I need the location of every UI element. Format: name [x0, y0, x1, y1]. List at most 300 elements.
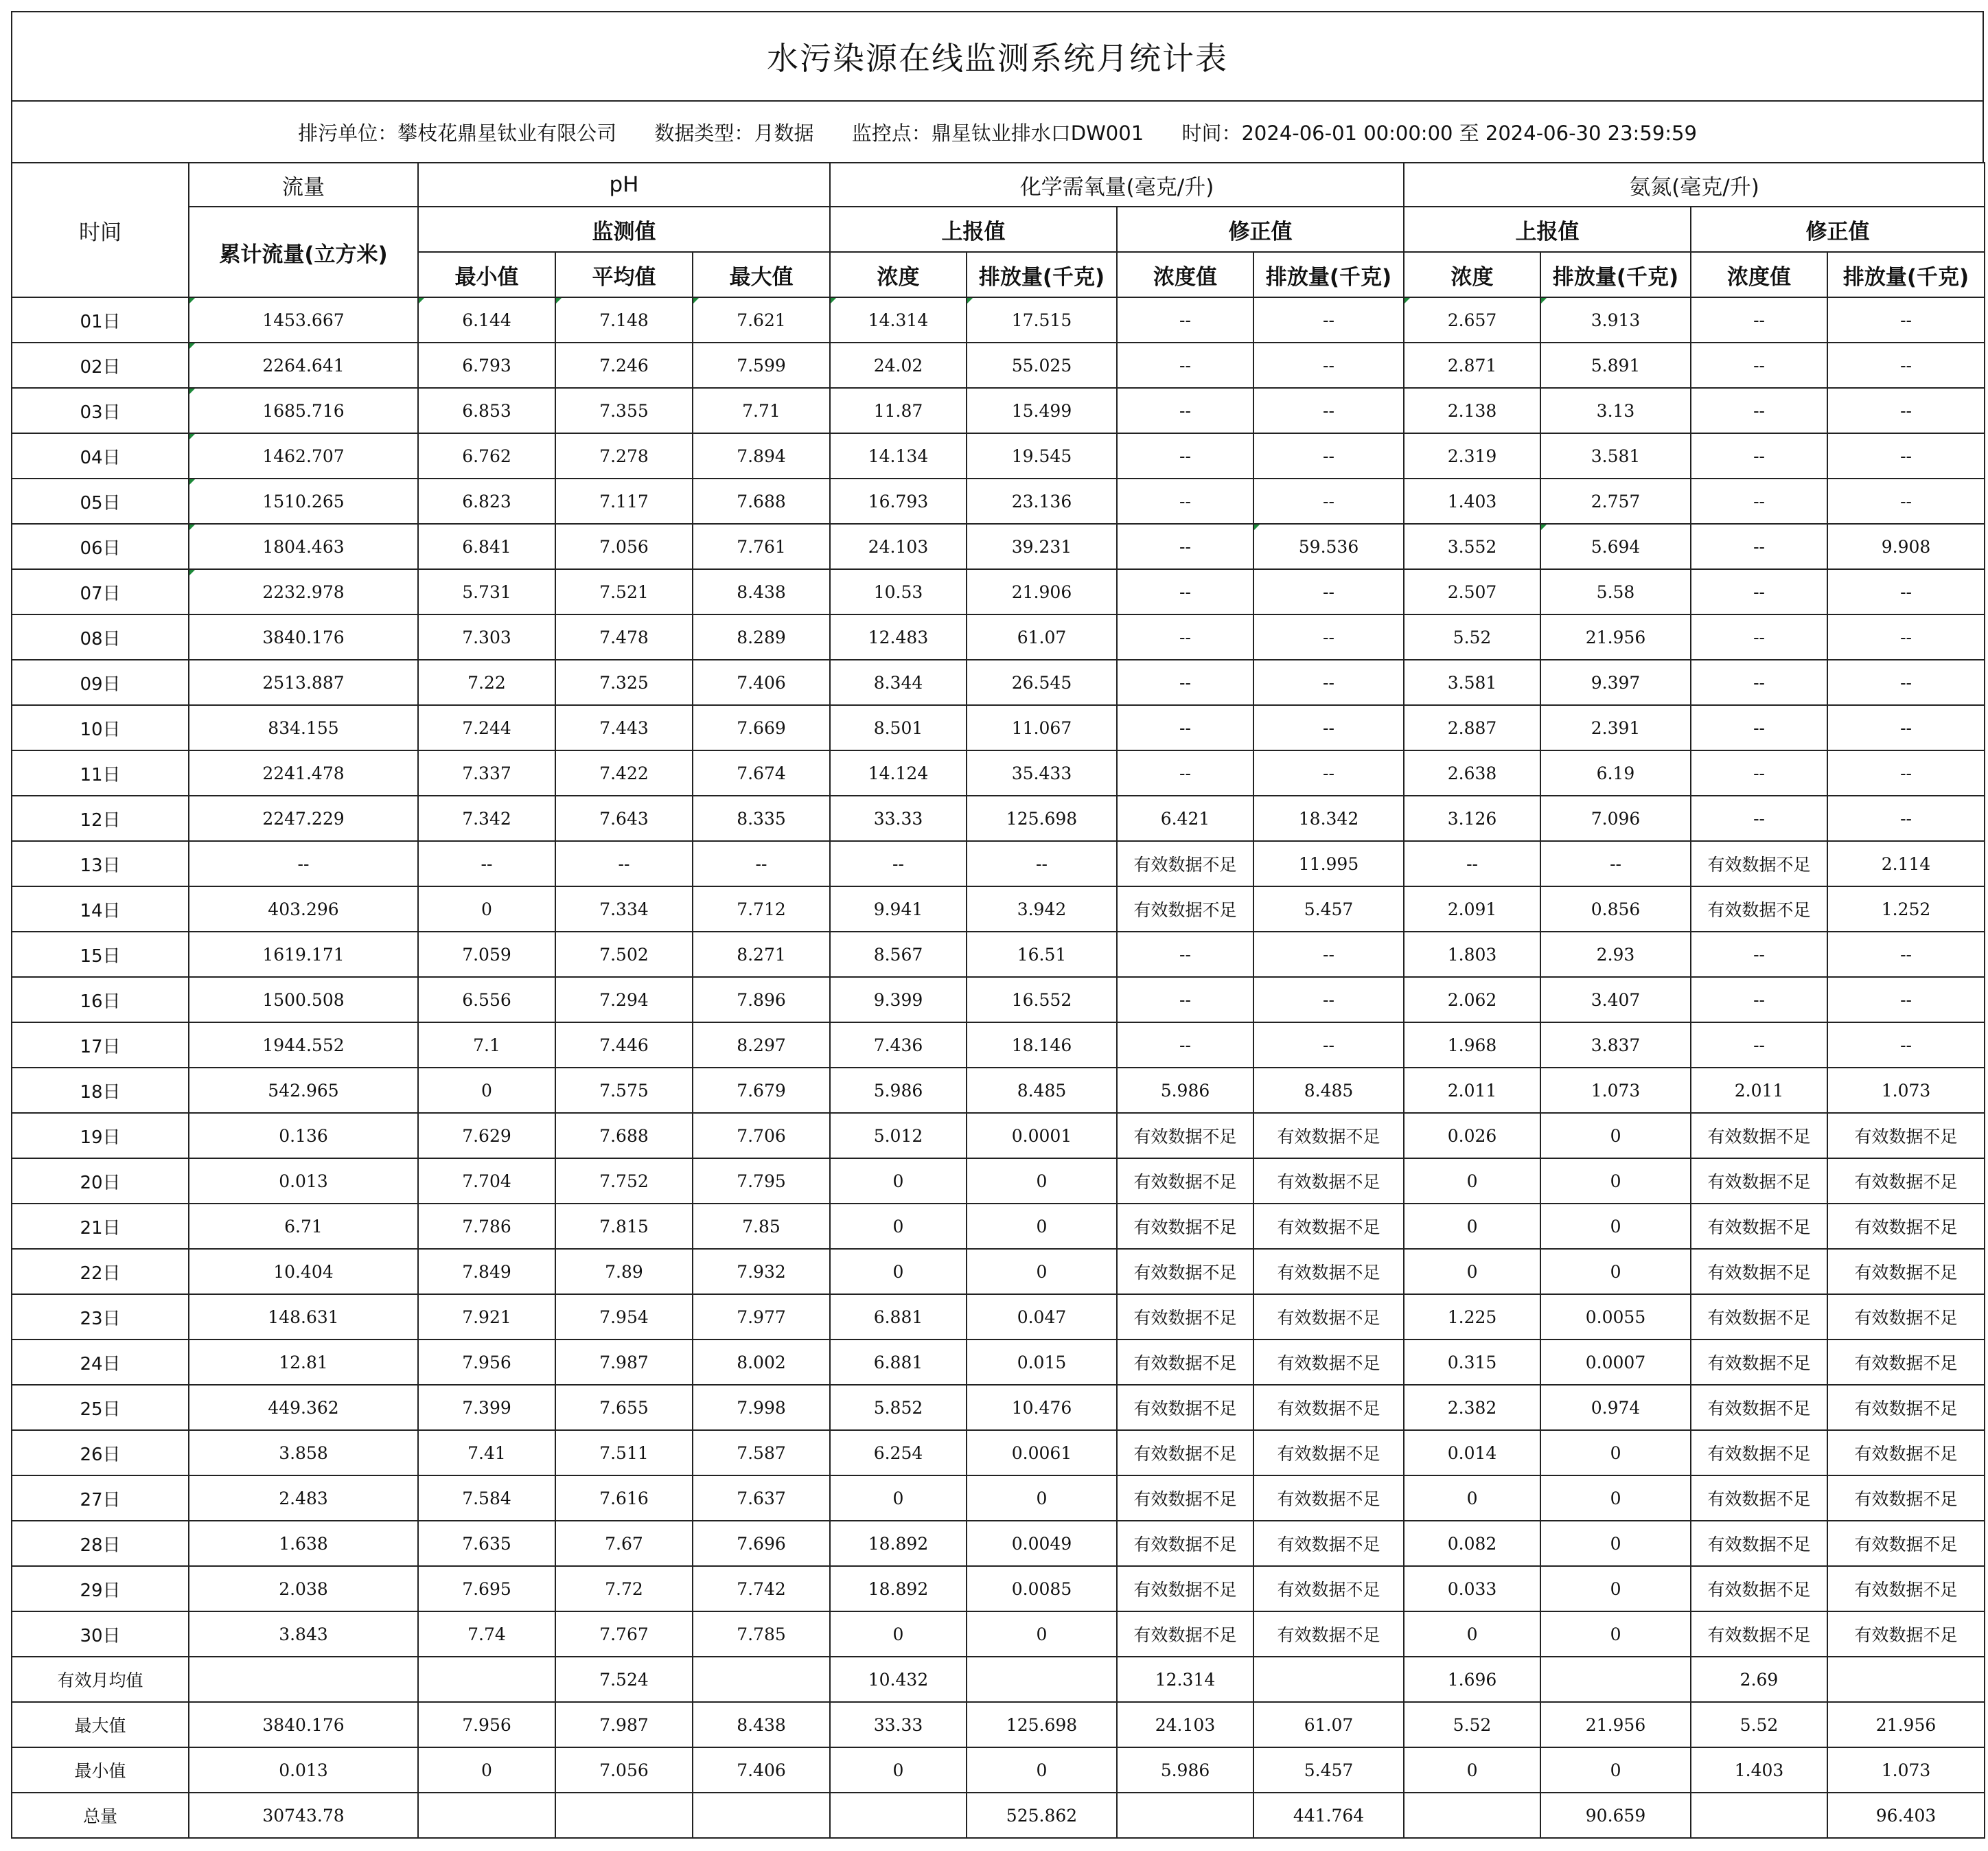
cell-nh-fixed-emission: --	[1827, 569, 1985, 614]
cell-nh-emission: 2.93	[1540, 932, 1691, 977]
cell-day: 19日	[12, 1113, 189, 1158]
cell-cod-emission: 15.499	[967, 388, 1117, 433]
table-row	[12, 1294, 1985, 1340]
cell-nh-conc: 0	[1404, 1204, 1540, 1249]
cell-flow: --	[189, 841, 418, 886]
cell-cod-emission: 525.862	[967, 1793, 1117, 1838]
cell-cod-fixed-emission: --	[1253, 297, 1404, 343]
cell-ph-min: 7.41	[418, 1430, 555, 1475]
cell-nh-fixed-emission: 有效数据不足	[1827, 1249, 1985, 1294]
cell-ph-max: 7.712	[693, 886, 830, 932]
cell-cod-emission: 39.231	[967, 524, 1117, 569]
cell-nh-conc: 3.552	[1404, 524, 1540, 569]
cell-day: 28日	[12, 1521, 189, 1566]
cell-day: 18日	[12, 1068, 189, 1113]
cell-ph-max: 7.932	[693, 1249, 830, 1294]
cell-nh-fixed-conc: --	[1691, 750, 1827, 796]
cell-nh-emission: 3.581	[1540, 433, 1691, 479]
cell-nh-conc: 0	[1404, 1158, 1540, 1204]
cell-cod-conc: 12.483	[830, 614, 967, 660]
cell-nh-conc: 1.968	[1404, 1022, 1540, 1068]
cell-nh-fixed-conc: --	[1691, 977, 1827, 1022]
cell-cod-conc: 11.87	[830, 388, 967, 433]
cell-cod-fixed-emission: --	[1253, 433, 1404, 479]
cell-ph-max: 7.71	[693, 388, 830, 433]
cell-cod-fixed-emission: 11.995	[1253, 841, 1404, 886]
cell-cod-conc: 0	[830, 1204, 967, 1249]
col-header-nh-emission: 排放量(千克)	[1540, 252, 1691, 297]
cell-ph-avg: 7.575	[555, 1068, 693, 1113]
cell-ph-avg: 7.294	[555, 977, 693, 1022]
col-header-nh: 氨氮(毫克/升)	[1404, 163, 1985, 207]
cell-flow: 1685.716	[189, 388, 418, 433]
cell-nh-fixed-conc: 5.52	[1691, 1702, 1827, 1747]
cell-nh-conc: 2.638	[1404, 750, 1540, 796]
cell-ph-max: 8.335	[693, 796, 830, 841]
cell-cod-fixed-conc: 5.986	[1117, 1068, 1253, 1113]
cell-nh-fixed-emission: 有效数据不足	[1827, 1385, 1985, 1430]
cell-cod-fixed-emission: --	[1253, 705, 1404, 750]
cell-day: 25日	[12, 1385, 189, 1430]
cell-cod-conc: 16.793	[830, 479, 967, 524]
cell-cod-fixed-conc: --	[1117, 388, 1253, 433]
cell-nh-emission: 3.837	[1540, 1022, 1691, 1068]
cell-cod-fixed-conc: 有效数据不足	[1117, 1521, 1253, 1566]
cell-ph-min: 0	[418, 1747, 555, 1793]
cell-cod-fixed-emission: 18.342	[1253, 796, 1404, 841]
cell-ph-max	[693, 1657, 830, 1702]
cell-day: 17日	[12, 1022, 189, 1068]
cell-cod-emission: 0.0061	[967, 1430, 1117, 1475]
cell-cod-conc: 33.33	[830, 1702, 967, 1747]
cell-nh-fixed-conc: --	[1691, 1022, 1827, 1068]
col-header-flow-total: 累计流量(立方米)	[189, 207, 418, 297]
cell-ph-min: 7.704	[418, 1158, 555, 1204]
cell-nh-conc: 0.014	[1404, 1430, 1540, 1475]
cell-nh-emission: 1.073	[1540, 1068, 1691, 1113]
cell-ph-avg: 7.334	[555, 886, 693, 932]
cell-nh-conc: 5.52	[1404, 1702, 1540, 1747]
cell-ph-avg: 7.502	[555, 932, 693, 977]
cell-ph-min: 7.956	[418, 1340, 555, 1385]
cell-flow: 148.631	[189, 1294, 418, 1340]
cell-nh-fixed-emission	[1827, 1657, 1985, 1702]
cell-nh-fixed-emission: 有效数据不足	[1827, 1294, 1985, 1340]
cell-ph-min: 7.584	[418, 1475, 555, 1521]
cell-day: 16日	[12, 977, 189, 1022]
cell-nh-fixed-emission: --	[1827, 614, 1985, 660]
cell-nh-emission: 21.956	[1540, 1702, 1691, 1747]
cell-ph-avg: 7.752	[555, 1158, 693, 1204]
table-row	[12, 1521, 1985, 1566]
cell-day: 21日	[12, 1204, 189, 1249]
cell-cod-fixed-conc: --	[1117, 977, 1253, 1022]
cell-cod-fixed-emission: 5.457	[1253, 886, 1404, 932]
table-row	[12, 705, 1985, 750]
cell-nh-conc: 3.126	[1404, 796, 1540, 841]
cell-cod-fixed-conc: --	[1117, 614, 1253, 660]
cell-flow: 2232.978	[189, 569, 418, 614]
cell-nh-fixed-emission: 有效数据不足	[1827, 1521, 1985, 1566]
cell-cod-conc: 18.892	[830, 1566, 967, 1611]
table-row	[12, 886, 1985, 932]
cell-nh-conc: --	[1404, 841, 1540, 886]
table-row	[12, 1249, 1985, 1294]
cell-cod-conc: 10.432	[830, 1657, 967, 1702]
cell-ph-max: 7.998	[693, 1385, 830, 1430]
cell-cod-conc: 9.941	[830, 886, 967, 932]
cell-nh-conc: 2.011	[1404, 1068, 1540, 1113]
summary-row	[12, 1793, 1985, 1838]
cell-cod-emission	[967, 1657, 1117, 1702]
cell-day: 30日	[12, 1611, 189, 1657]
table-row	[12, 841, 1985, 886]
col-header-cod-fixed-conc: 浓度值	[1117, 252, 1253, 297]
cell-flow: 0.136	[189, 1113, 418, 1158]
col-header-ph-min: 最小值	[418, 252, 555, 297]
cell-flow: 834.155	[189, 705, 418, 750]
cell-ph-avg: 7.688	[555, 1113, 693, 1158]
cell-cod-fixed-emission: 有效数据不足	[1253, 1113, 1404, 1158]
cell-cod-fixed-emission: --	[1253, 1022, 1404, 1068]
cell-cod-fixed-conc: 有效数据不足	[1117, 1611, 1253, 1657]
cell-cod-emission: 0	[967, 1204, 1117, 1249]
cell-day: 02日	[12, 343, 189, 388]
type-value: 月数据	[754, 121, 814, 145]
cell-nh-conc: 0	[1404, 1249, 1540, 1294]
cell-flow: 3840.176	[189, 614, 418, 660]
cell-cod-emission: 3.942	[967, 886, 1117, 932]
cell-flow: 0.013	[189, 1158, 418, 1204]
cell-cod-emission: 0	[967, 1747, 1117, 1793]
cell-nh-fixed-emission: 有效数据不足	[1827, 1611, 1985, 1657]
cell-cod-emission: 18.146	[967, 1022, 1117, 1068]
cell-ph-max: 7.795	[693, 1158, 830, 1204]
cell-cod-fixed-conc: --	[1117, 343, 1253, 388]
col-header-cod: 化学需氧量(毫克/升)	[830, 163, 1404, 207]
cell-flow: 2264.641	[189, 343, 418, 388]
cell-cod-fixed-conc: 5.986	[1117, 1747, 1253, 1793]
cell-cod-fixed-emission: 有效数据不足	[1253, 1340, 1404, 1385]
cell-cod-conc: 8.567	[830, 932, 967, 977]
cell-day: 24日	[12, 1340, 189, 1385]
type-label: 数据类型：	[654, 121, 754, 145]
cell-ph-min: 7.74	[418, 1611, 555, 1657]
cell-cod-fixed-conc: --	[1117, 705, 1253, 750]
cell-nh-fixed-conc: 2.011	[1691, 1068, 1827, 1113]
cell-nh-emission: 0	[1540, 1747, 1691, 1793]
cell-cod-fixed-emission: 61.07	[1253, 1702, 1404, 1747]
cell-day: 最大值	[12, 1702, 189, 1747]
table-row	[12, 343, 1985, 388]
cell-ph-avg: 7.767	[555, 1611, 693, 1657]
cell-ph-min: 7.629	[418, 1113, 555, 1158]
cell-ph-max: 7.894	[693, 433, 830, 479]
cell-ph-max: 7.587	[693, 1430, 830, 1475]
cell-cod-emission: 19.545	[967, 433, 1117, 479]
cell-ph-avg: 7.056	[555, 524, 693, 569]
cell-nh-emission: 9.397	[1540, 660, 1691, 705]
cell-day: 08日	[12, 614, 189, 660]
cell-ph-avg: 7.278	[555, 433, 693, 479]
cell-cod-fixed-conc: --	[1117, 932, 1253, 977]
cell-cod-fixed-conc: 有效数据不足	[1117, 1566, 1253, 1611]
cell-ph-max: 7.637	[693, 1475, 830, 1521]
cell-cod-emission: 17.515	[967, 297, 1117, 343]
cell-ph-max: --	[693, 841, 830, 886]
cell-cod-conc: 5.986	[830, 1068, 967, 1113]
cell-day: 有效月均值	[12, 1657, 189, 1702]
table-row	[12, 1430, 1985, 1475]
cell-day: 04日	[12, 433, 189, 479]
cell-nh-emission: 0	[1540, 1475, 1691, 1521]
cell-flow: 1619.171	[189, 932, 418, 977]
col-header-nh-fixed-emission: 排放量(千克)	[1827, 252, 1985, 297]
table-row	[12, 932, 1985, 977]
cell-flow: 1500.508	[189, 977, 418, 1022]
cell-cod-fixed-emission: 8.485	[1253, 1068, 1404, 1113]
cell-day: 01日	[12, 297, 189, 343]
cell-nh-fixed-conc: 有效数据不足	[1691, 1158, 1827, 1204]
cell-ph-avg: 7.815	[555, 1204, 693, 1249]
col-header-cod-corrected: 修正值	[1117, 207, 1404, 252]
cell-day: 06日	[12, 524, 189, 569]
cell-nh-fixed-conc: 有效数据不足	[1691, 1430, 1827, 1475]
cell-ph-max: 7.977	[693, 1294, 830, 1340]
cell-nh-fixed-conc: 有效数据不足	[1691, 1521, 1827, 1566]
cell-nh-emission: 90.659	[1540, 1793, 1691, 1838]
cell-cod-fixed-conc: --	[1117, 569, 1253, 614]
cell-nh-fixed-conc: 有效数据不足	[1691, 1611, 1827, 1657]
cell-cod-conc: 33.33	[830, 796, 967, 841]
col-header-cod-reported: 上报值	[830, 207, 1117, 252]
cell-nh-conc: 1.696	[1404, 1657, 1540, 1702]
cell-cod-fixed-emission	[1253, 1657, 1404, 1702]
cell-nh-emission: 0	[1540, 1249, 1691, 1294]
cell-ph-min: 6.762	[418, 433, 555, 479]
cell-nh-conc: 0.315	[1404, 1340, 1540, 1385]
cell-ph-max: 7.406	[693, 660, 830, 705]
cell-cod-emission: 16.552	[967, 977, 1117, 1022]
cell-ph-max: 7.669	[693, 705, 830, 750]
cell-nh-fixed-conc: --	[1691, 569, 1827, 614]
cell-cod-conc: 0	[830, 1158, 967, 1204]
cell-cod-fixed-conc: 有效数据不足	[1117, 1204, 1253, 1249]
cell-nh-emission: 3.13	[1540, 388, 1691, 433]
cell-ph-min: 7.921	[418, 1294, 555, 1340]
cell-flow: 2241.478	[189, 750, 418, 796]
cell-cod-conc	[830, 1793, 967, 1838]
monthly-stats-table	[11, 162, 1985, 1839]
cell-flow: 1510.265	[189, 479, 418, 524]
cell-nh-fixed-emission: --	[1827, 1022, 1985, 1068]
cell-nh-fixed-emission: --	[1827, 343, 1985, 388]
cell-cod-conc: --	[830, 841, 967, 886]
cell-flow: 10.404	[189, 1249, 418, 1294]
cell-nh-fixed-emission: --	[1827, 796, 1985, 841]
cell-nh-fixed-conc: 有效数据不足	[1691, 1385, 1827, 1430]
cell-cod-fixed-emission: --	[1253, 750, 1404, 796]
col-header-ph-avg: 平均值	[555, 252, 693, 297]
cell-flow: 1944.552	[189, 1022, 418, 1068]
cell-cod-emission: 35.433	[967, 750, 1117, 796]
report-sheet	[11, 11, 1984, 1839]
cell-nh-fixed-emission: 有效数据不足	[1827, 1113, 1985, 1158]
cell-cod-fixed-conc: 24.103	[1117, 1702, 1253, 1747]
cell-flow: 2.483	[189, 1475, 418, 1521]
cell-nh-emission: 0	[1540, 1158, 1691, 1204]
cell-nh-emission: 2.391	[1540, 705, 1691, 750]
cell-flow: 30743.78	[189, 1793, 418, 1838]
cell-ph-min: 7.849	[418, 1249, 555, 1294]
cell-ph-min: 6.823	[418, 479, 555, 524]
cell-day: 03日	[12, 388, 189, 433]
cell-cod-conc: 6.881	[830, 1340, 967, 1385]
cell-ph-min: --	[418, 841, 555, 886]
cell-nh-emission: 2.757	[1540, 479, 1691, 524]
cell-ph-min: 7.337	[418, 750, 555, 796]
cell-nh-conc: 0.033	[1404, 1566, 1540, 1611]
cell-cod-fixed-conc: --	[1117, 479, 1253, 524]
cell-nh-fixed-conc: 有效数据不足	[1691, 1113, 1827, 1158]
cell-ph-avg: 7.443	[555, 705, 693, 750]
cell-nh-conc: 2.887	[1404, 705, 1540, 750]
cell-flow	[189, 1657, 418, 1702]
col-header-nh-conc: 浓度	[1404, 252, 1540, 297]
cell-cod-fixed-emission: --	[1253, 569, 1404, 614]
cell-cod-fixed-conc: --	[1117, 660, 1253, 705]
cell-nh-fixed-conc: 1.403	[1691, 1747, 1827, 1793]
cell-day: 05日	[12, 479, 189, 524]
cell-day: 29日	[12, 1566, 189, 1611]
cell-cod-emission: 21.906	[967, 569, 1117, 614]
cell-ph-max: 8.438	[693, 1702, 830, 1747]
cell-ph-avg: 7.954	[555, 1294, 693, 1340]
cell-cod-fixed-conc: 有效数据不足	[1117, 886, 1253, 932]
cell-nh-conc: 0.082	[1404, 1521, 1540, 1566]
cell-ph-min: 6.841	[418, 524, 555, 569]
cell-cod-fixed-emission: --	[1253, 614, 1404, 660]
table-row	[12, 479, 1985, 524]
cell-day: 23日	[12, 1294, 189, 1340]
cell-nh-emission: 5.58	[1540, 569, 1691, 614]
cell-nh-fixed-conc	[1691, 1793, 1827, 1838]
cell-cod-conc: 10.53	[830, 569, 967, 614]
cell-nh-fixed-emission: 有效数据不足	[1827, 1475, 1985, 1521]
cell-nh-emission: 0.856	[1540, 886, 1691, 932]
cell-nh-fixed-conc: 有效数据不足	[1691, 1475, 1827, 1521]
cell-flow: 6.71	[189, 1204, 418, 1249]
cell-ph-avg: 7.446	[555, 1022, 693, 1068]
cell-nh-fixed-conc: --	[1691, 297, 1827, 343]
col-header-cod-emission: 排放量(千克)	[967, 252, 1117, 297]
table-row	[12, 977, 1985, 1022]
cell-nh-fixed-emission: 1.073	[1827, 1068, 1985, 1113]
cell-cod-conc: 0	[830, 1249, 967, 1294]
cell-cod-emission: 11.067	[967, 705, 1117, 750]
cell-nh-fixed-conc: --	[1691, 705, 1827, 750]
cell-nh-fixed-conc: --	[1691, 343, 1827, 388]
cell-cod-conc: 9.399	[830, 977, 967, 1022]
cell-nh-emission: 3.913	[1540, 297, 1691, 343]
cell-flow: 1453.667	[189, 297, 418, 343]
cell-ph-avg: --	[555, 841, 693, 886]
cell-cod-fixed-emission: 59.536	[1253, 524, 1404, 569]
table-row	[12, 433, 1985, 479]
cell-cod-fixed-conc	[1117, 1793, 1253, 1838]
cell-ph-max: 7.761	[693, 524, 830, 569]
cell-nh-conc: 1.225	[1404, 1294, 1540, 1340]
col-header-nh-corrected: 修正值	[1691, 207, 1985, 252]
cell-nh-conc	[1404, 1793, 1540, 1838]
cell-nh-conc: 2.138	[1404, 388, 1540, 433]
cell-cod-fixed-emission: 有效数据不足	[1253, 1566, 1404, 1611]
cell-nh-conc: 0	[1404, 1475, 1540, 1521]
point-value: 鼎星钛业排水口DW001	[931, 121, 1144, 145]
cell-cod-fixed-conc: 有效数据不足	[1117, 1158, 1253, 1204]
cell-nh-fixed-conc: --	[1691, 388, 1827, 433]
cell-cod-fixed-conc: --	[1117, 433, 1253, 479]
cell-cod-emission: --	[967, 841, 1117, 886]
cell-flow: 3840.176	[189, 1702, 418, 1747]
cell-ph-max: 7.896	[693, 977, 830, 1022]
cell-cod-fixed-conc: --	[1117, 524, 1253, 569]
cell-day: 12日	[12, 796, 189, 841]
cell-nh-fixed-conc: 有效数据不足	[1691, 1566, 1827, 1611]
cell-cod-emission: 0	[967, 1249, 1117, 1294]
cell-nh-fixed-emission: 有效数据不足	[1827, 1340, 1985, 1385]
cell-ph-avg: 7.325	[555, 660, 693, 705]
cell-nh-fixed-conc: 有效数据不足	[1691, 841, 1827, 886]
table-row	[12, 1611, 1985, 1657]
cell-ph-max: 8.438	[693, 569, 830, 614]
cell-cod-conc: 8.344	[830, 660, 967, 705]
unit-label: 排污单位：	[298, 121, 398, 145]
cell-nh-emission: 0.974	[1540, 1385, 1691, 1430]
table-row	[12, 1385, 1985, 1430]
cell-ph-max: 7.688	[693, 479, 830, 524]
cell-cod-conc: 8.501	[830, 705, 967, 750]
cell-ph-min: 7.956	[418, 1702, 555, 1747]
cell-ph-max: 7.406	[693, 1747, 830, 1793]
cell-ph-avg: 7.478	[555, 614, 693, 660]
table-row	[12, 750, 1985, 796]
time-value: 2024-06-01 00:00:00 至 2024-06-30 23:59:59	[1241, 121, 1697, 145]
cell-cod-emission: 0.047	[967, 1294, 1117, 1340]
cell-nh-conc: 5.52	[1404, 614, 1540, 660]
cell-ph-avg: 7.246	[555, 343, 693, 388]
cell-cod-emission: 0.015	[967, 1340, 1117, 1385]
cell-cod-fixed-emission: --	[1253, 660, 1404, 705]
cell-nh-fixed-emission: 2.114	[1827, 841, 1985, 886]
cell-ph-max: 7.742	[693, 1566, 830, 1611]
cell-cod-fixed-emission: 有效数据不足	[1253, 1385, 1404, 1430]
cell-ph-max: 8.297	[693, 1022, 830, 1068]
cell-day: 13日	[12, 841, 189, 886]
cell-flow: 3.858	[189, 1430, 418, 1475]
cell-nh-fixed-conc: 有效数据不足	[1691, 1340, 1827, 1385]
cell-nh-emission: 7.096	[1540, 796, 1691, 841]
cell-cod-emission: 125.698	[967, 796, 1117, 841]
cell-ph-avg	[555, 1793, 693, 1838]
table-row	[12, 614, 1985, 660]
cell-day: 09日	[12, 660, 189, 705]
cell-nh-fixed-emission: 1.252	[1827, 886, 1985, 932]
cell-flow: 449.362	[189, 1385, 418, 1430]
table-body	[12, 297, 1985, 1838]
cell-day: 11日	[12, 750, 189, 796]
summary-row	[12, 1747, 1985, 1793]
